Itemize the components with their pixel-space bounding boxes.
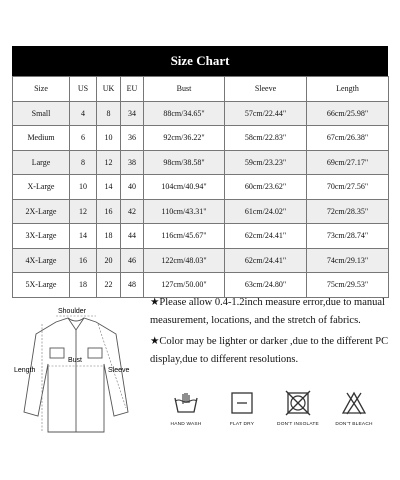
table-cell: 44 [121, 224, 144, 249]
column-header: UK [97, 77, 121, 102]
table-cell: 20 [97, 248, 121, 273]
table-cell: 60cm/23.62" [225, 175, 307, 200]
table-cell: 10 [70, 175, 97, 200]
table-cell: 48 [121, 273, 144, 298]
table-cell: 5X-Large [13, 273, 70, 298]
table-cell: 59cm/23.23" [225, 150, 307, 175]
table-cell: 8 [70, 150, 97, 175]
table-cell: 14 [97, 175, 121, 200]
table-cell: 69cm/27.17" [307, 150, 389, 175]
table-cell: 61cm/24.02" [225, 199, 307, 224]
hand-wash-icon [172, 390, 200, 416]
table-row [13, 126, 389, 151]
table-cell: 73cm/28.74" [307, 224, 389, 249]
care-label: HAND WASH [170, 422, 202, 427]
note-color: ★Color may be lighter or darker ,due to the different PC display,due to different resolutions. [150, 336, 389, 365]
table-row [13, 224, 389, 249]
care-hand-wash [158, 386, 214, 427]
table-row [13, 101, 389, 126]
table-cell: 42 [121, 199, 144, 224]
length-label: Length [14, 367, 36, 374]
column-header: Bust [144, 77, 225, 102]
column-header: Sleeve [225, 77, 307, 102]
care-dont-insolate [270, 386, 326, 427]
shirt-measurement-diagram [12, 304, 140, 449]
care-flat-dry [214, 386, 270, 427]
table-cell: 66cm/25.98" [307, 101, 389, 126]
column-header: Size [13, 77, 70, 102]
table-row [13, 150, 389, 175]
care-label: DON'T BLEACH [335, 422, 373, 427]
table-cell: 18 [97, 224, 121, 249]
table-cell: 72cm/28.35" [307, 199, 389, 224]
table-cell: Small [13, 101, 70, 126]
table-cell: Medium [13, 126, 70, 151]
table-cell: 62cm/24.41" [225, 224, 307, 249]
column-header: Length [307, 77, 389, 102]
table-cell: 12 [70, 199, 97, 224]
shoulder-label: Shoulder [58, 308, 87, 315]
table-cell: 6 [70, 126, 97, 151]
table-cell: 12 [97, 150, 121, 175]
table-cell: 18 [70, 273, 97, 298]
table-cell: 2X-Large [13, 199, 70, 224]
dont-bleach-icon [340, 390, 368, 416]
table-cell: 88cm/34.65" [144, 101, 225, 126]
table-cell: 8 [97, 101, 121, 126]
table-cell: 3X-Large [13, 224, 70, 249]
column-header: US [70, 77, 97, 102]
table-cell: 127cm/50.00" [144, 273, 225, 298]
size-chart-title: Size Chart [12, 46, 388, 76]
table-cell: 75cm/29.53" [307, 273, 389, 298]
dont-insolate-icon [284, 390, 312, 416]
table-cell: 92cm/36.22" [144, 126, 225, 151]
table-cell: 104cm/40.94" [144, 175, 225, 200]
table-row [13, 199, 389, 224]
table-cell: 58cm/22.83" [225, 126, 307, 151]
table-cell: 36 [121, 126, 144, 151]
note-measure-error: ★Please allow 0.4-1.2inch measure error,due to manual measurement, locations, and the stretch of fabrics. [150, 297, 385, 326]
table-cell: 110cm/43.31" [144, 199, 225, 224]
table-cell: 4X-Large [13, 248, 70, 273]
table-cell: 34 [121, 101, 144, 126]
bust-label: Bust [68, 357, 83, 364]
table-cell: 57cm/22.44" [225, 101, 307, 126]
table-cell: 122cm/48.03" [144, 248, 225, 273]
table-cell: 38 [121, 150, 144, 175]
table-cell: 98cm/38.58" [144, 150, 225, 175]
table-cell: 67cm/26.38" [307, 126, 389, 151]
table-cell: 4 [70, 101, 97, 126]
table-cell: 16 [70, 248, 97, 273]
notes [150, 294, 394, 372]
table-cell: 116cm/45.67" [144, 224, 225, 249]
care-label: DON'T INSOLATE [277, 422, 319, 427]
table-row [13, 248, 389, 273]
table-cell: 70cm/27.56" [307, 175, 389, 200]
table-cell: 10 [97, 126, 121, 151]
table-cell: 22 [97, 273, 121, 298]
table-cell: 62cm/24.41" [225, 248, 307, 273]
table-row [13, 175, 389, 200]
table-cell: Large [13, 150, 70, 175]
table-cell: 46 [121, 248, 144, 273]
sleeve-label: Sleeve [108, 367, 130, 374]
table-cell: 16 [97, 199, 121, 224]
table-header-row [13, 77, 389, 102]
table-cell: 40 [121, 175, 144, 200]
table-cell: 74cm/29.13" [307, 248, 389, 273]
shirt-outline-icon [12, 304, 140, 449]
table-cell: X-Large [13, 175, 70, 200]
care-dont-bleach [326, 386, 382, 427]
column-header: EU [121, 77, 144, 102]
care-instructions [158, 386, 388, 448]
table-cell: 14 [70, 224, 97, 249]
flat-dry-icon [228, 390, 256, 416]
table-cell: 63cm/24.80" [225, 273, 307, 298]
care-label: FLAT DRY [229, 422, 255, 427]
size-table [12, 76, 389, 298]
